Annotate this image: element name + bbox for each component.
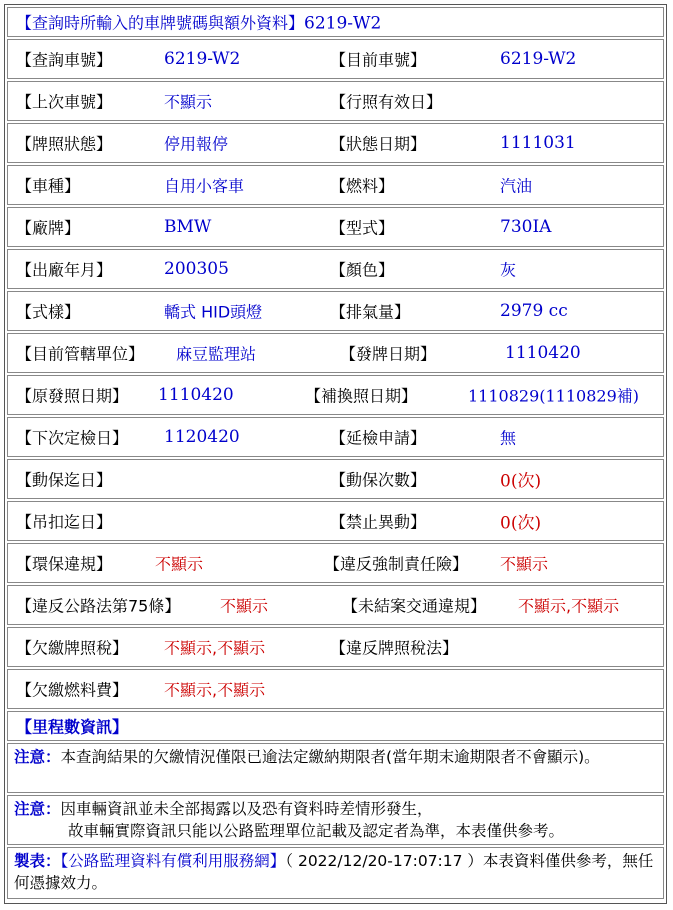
title-row bbox=[7, 7, 664, 37]
field-label: 【行照有效日】 bbox=[330, 92, 443, 112]
field-label: 【違反公路法第75條】 bbox=[16, 596, 181, 616]
vehicle-info-table bbox=[4, 4, 667, 904]
table-row bbox=[7, 123, 664, 163]
field-value: 1111031 bbox=[500, 133, 576, 153]
table-row bbox=[7, 501, 664, 541]
field-label: 【欠繳燃料費】 bbox=[16, 680, 129, 700]
field-value: 不顯示,不顯示 bbox=[518, 596, 620, 616]
field-value: 不顯示 bbox=[164, 92, 213, 112]
source-link[interactable]: 【公路監理資料有償利用服務網】 bbox=[60, 852, 286, 870]
field-label: 【式樣】 bbox=[16, 302, 81, 322]
field-label: 【未結案交通違規】 bbox=[342, 596, 487, 616]
note-text bbox=[14, 798, 657, 842]
note-lead: 注意： bbox=[14, 800, 61, 818]
table-row bbox=[7, 459, 664, 499]
note-lead: 注意： bbox=[14, 748, 61, 766]
field-label: 【動保迄日】 bbox=[16, 470, 113, 490]
field-label: 【牌照狀態】 bbox=[16, 134, 113, 154]
field-label: 【目前車號】 bbox=[330, 50, 427, 70]
field-label: 【吊扣迄日】 bbox=[16, 512, 113, 532]
field-label: 【車種】 bbox=[16, 176, 81, 196]
field-label: 【狀態日期】 bbox=[330, 134, 427, 154]
field-value: 麻豆監理站 bbox=[176, 344, 257, 364]
field-value: 1110829(1110829補) bbox=[468, 386, 640, 406]
field-value: 6219-W2 bbox=[500, 49, 577, 69]
table-row bbox=[7, 375, 664, 415]
field-value: 2979 cc bbox=[500, 301, 568, 321]
field-value: 6219-W2 bbox=[164, 49, 241, 69]
field-value: 不顯示,不顯示 bbox=[164, 638, 266, 658]
footer-text bbox=[14, 850, 657, 894]
page-title bbox=[16, 11, 381, 34]
field-value: 不顯示 bbox=[220, 596, 269, 616]
table-row bbox=[7, 39, 664, 79]
field-label: 【型式】 bbox=[330, 218, 395, 238]
field-label: 【查詢車號】 bbox=[16, 50, 113, 70]
field-label: 【排氣量】 bbox=[330, 302, 411, 322]
field-value: 0(次) bbox=[500, 513, 542, 534]
field-label: 【燃料】 bbox=[330, 176, 395, 196]
field-label: 【廠牌】 bbox=[16, 218, 81, 238]
table-row bbox=[7, 333, 664, 373]
title-prefix: 【查詢時所輸入的車牌號碼與額外資料】 bbox=[16, 13, 305, 33]
note-row bbox=[7, 743, 664, 793]
table-row bbox=[7, 669, 664, 709]
table-row bbox=[7, 165, 664, 205]
field-value: 無 bbox=[500, 428, 517, 448]
table-row bbox=[7, 627, 664, 667]
footer-row bbox=[7, 847, 664, 899]
field-label: 【原發照日期】 bbox=[16, 386, 129, 406]
field-label: 【環保違規】 bbox=[16, 554, 113, 574]
field-value: 0(次) bbox=[500, 471, 542, 492]
title-plate: 6219-W2 bbox=[304, 13, 382, 34]
note-row bbox=[7, 795, 664, 845]
field-label: 【下次定檢日】 bbox=[16, 428, 129, 448]
table-row bbox=[7, 417, 664, 457]
field-value: 不顯示 bbox=[500, 554, 549, 574]
field-label: 【發牌日期】 bbox=[340, 344, 437, 364]
field-value: 不顯示,不顯示 bbox=[164, 680, 266, 700]
footer-stamp: （ 2022/12/20-17:07:17 ）本表資料僅供參考，無任何憑據效力。 bbox=[14, 852, 654, 892]
field-label: 【動保次數】 bbox=[330, 470, 427, 490]
field-value: 1120420 bbox=[164, 427, 240, 447]
table-row bbox=[7, 585, 664, 625]
field-value: BMW bbox=[164, 217, 212, 237]
field-label: 【上次車號】 bbox=[16, 92, 113, 112]
table-row bbox=[7, 543, 664, 583]
field-label: 【禁止異動】 bbox=[330, 512, 427, 532]
field-label: 【目前管轄單位】 bbox=[16, 344, 145, 364]
note-body: 本查詢結果的欠繳情況僅限已逾法定繳納期限者(當年期末逾期限者不會顯示)。 bbox=[60, 748, 600, 766]
table-row bbox=[7, 249, 664, 289]
field-label: 【欠繳牌照稅】 bbox=[16, 638, 129, 658]
field-label: 【違反牌照稅法】 bbox=[330, 638, 459, 658]
field-value: 不顯示 bbox=[155, 554, 204, 574]
note-line-2: 故車輛實際資訊只能以公路監理單位記載及認定者為準，本表僅供參考。 bbox=[68, 822, 565, 840]
field-value: 轎式 HID頭燈 bbox=[164, 302, 263, 322]
field-value: 1110420 bbox=[505, 343, 581, 363]
footer-lead: 製表： bbox=[14, 852, 61, 870]
field-label: 【出廠年月】 bbox=[16, 260, 113, 280]
table-row bbox=[7, 81, 664, 121]
field-label: 【補換照日期】 bbox=[305, 386, 418, 406]
field-label: 【違反強制責任險】 bbox=[324, 554, 469, 574]
field-label: 【顏色】 bbox=[330, 260, 395, 280]
field-label: 【延檢申請】 bbox=[330, 428, 427, 448]
mileage-label: 【里程數資訊】 bbox=[16, 717, 129, 737]
table-row bbox=[7, 291, 664, 331]
mileage-row bbox=[7, 711, 664, 741]
field-value: 200305 bbox=[164, 259, 229, 279]
field-value: 停用報停 bbox=[164, 134, 229, 154]
field-value: 1110420 bbox=[158, 385, 234, 405]
field-value: 730IA bbox=[500, 217, 552, 237]
field-value: 灰 bbox=[500, 260, 517, 280]
table-row bbox=[7, 207, 664, 247]
note-line-1: 因車輛資訊並未全部揭露以及恐有資料時差情形發生， bbox=[60, 800, 433, 818]
field-value: 汽油 bbox=[500, 176, 533, 196]
note-text bbox=[14, 746, 657, 768]
field-value: 自用小客車 bbox=[164, 176, 245, 196]
